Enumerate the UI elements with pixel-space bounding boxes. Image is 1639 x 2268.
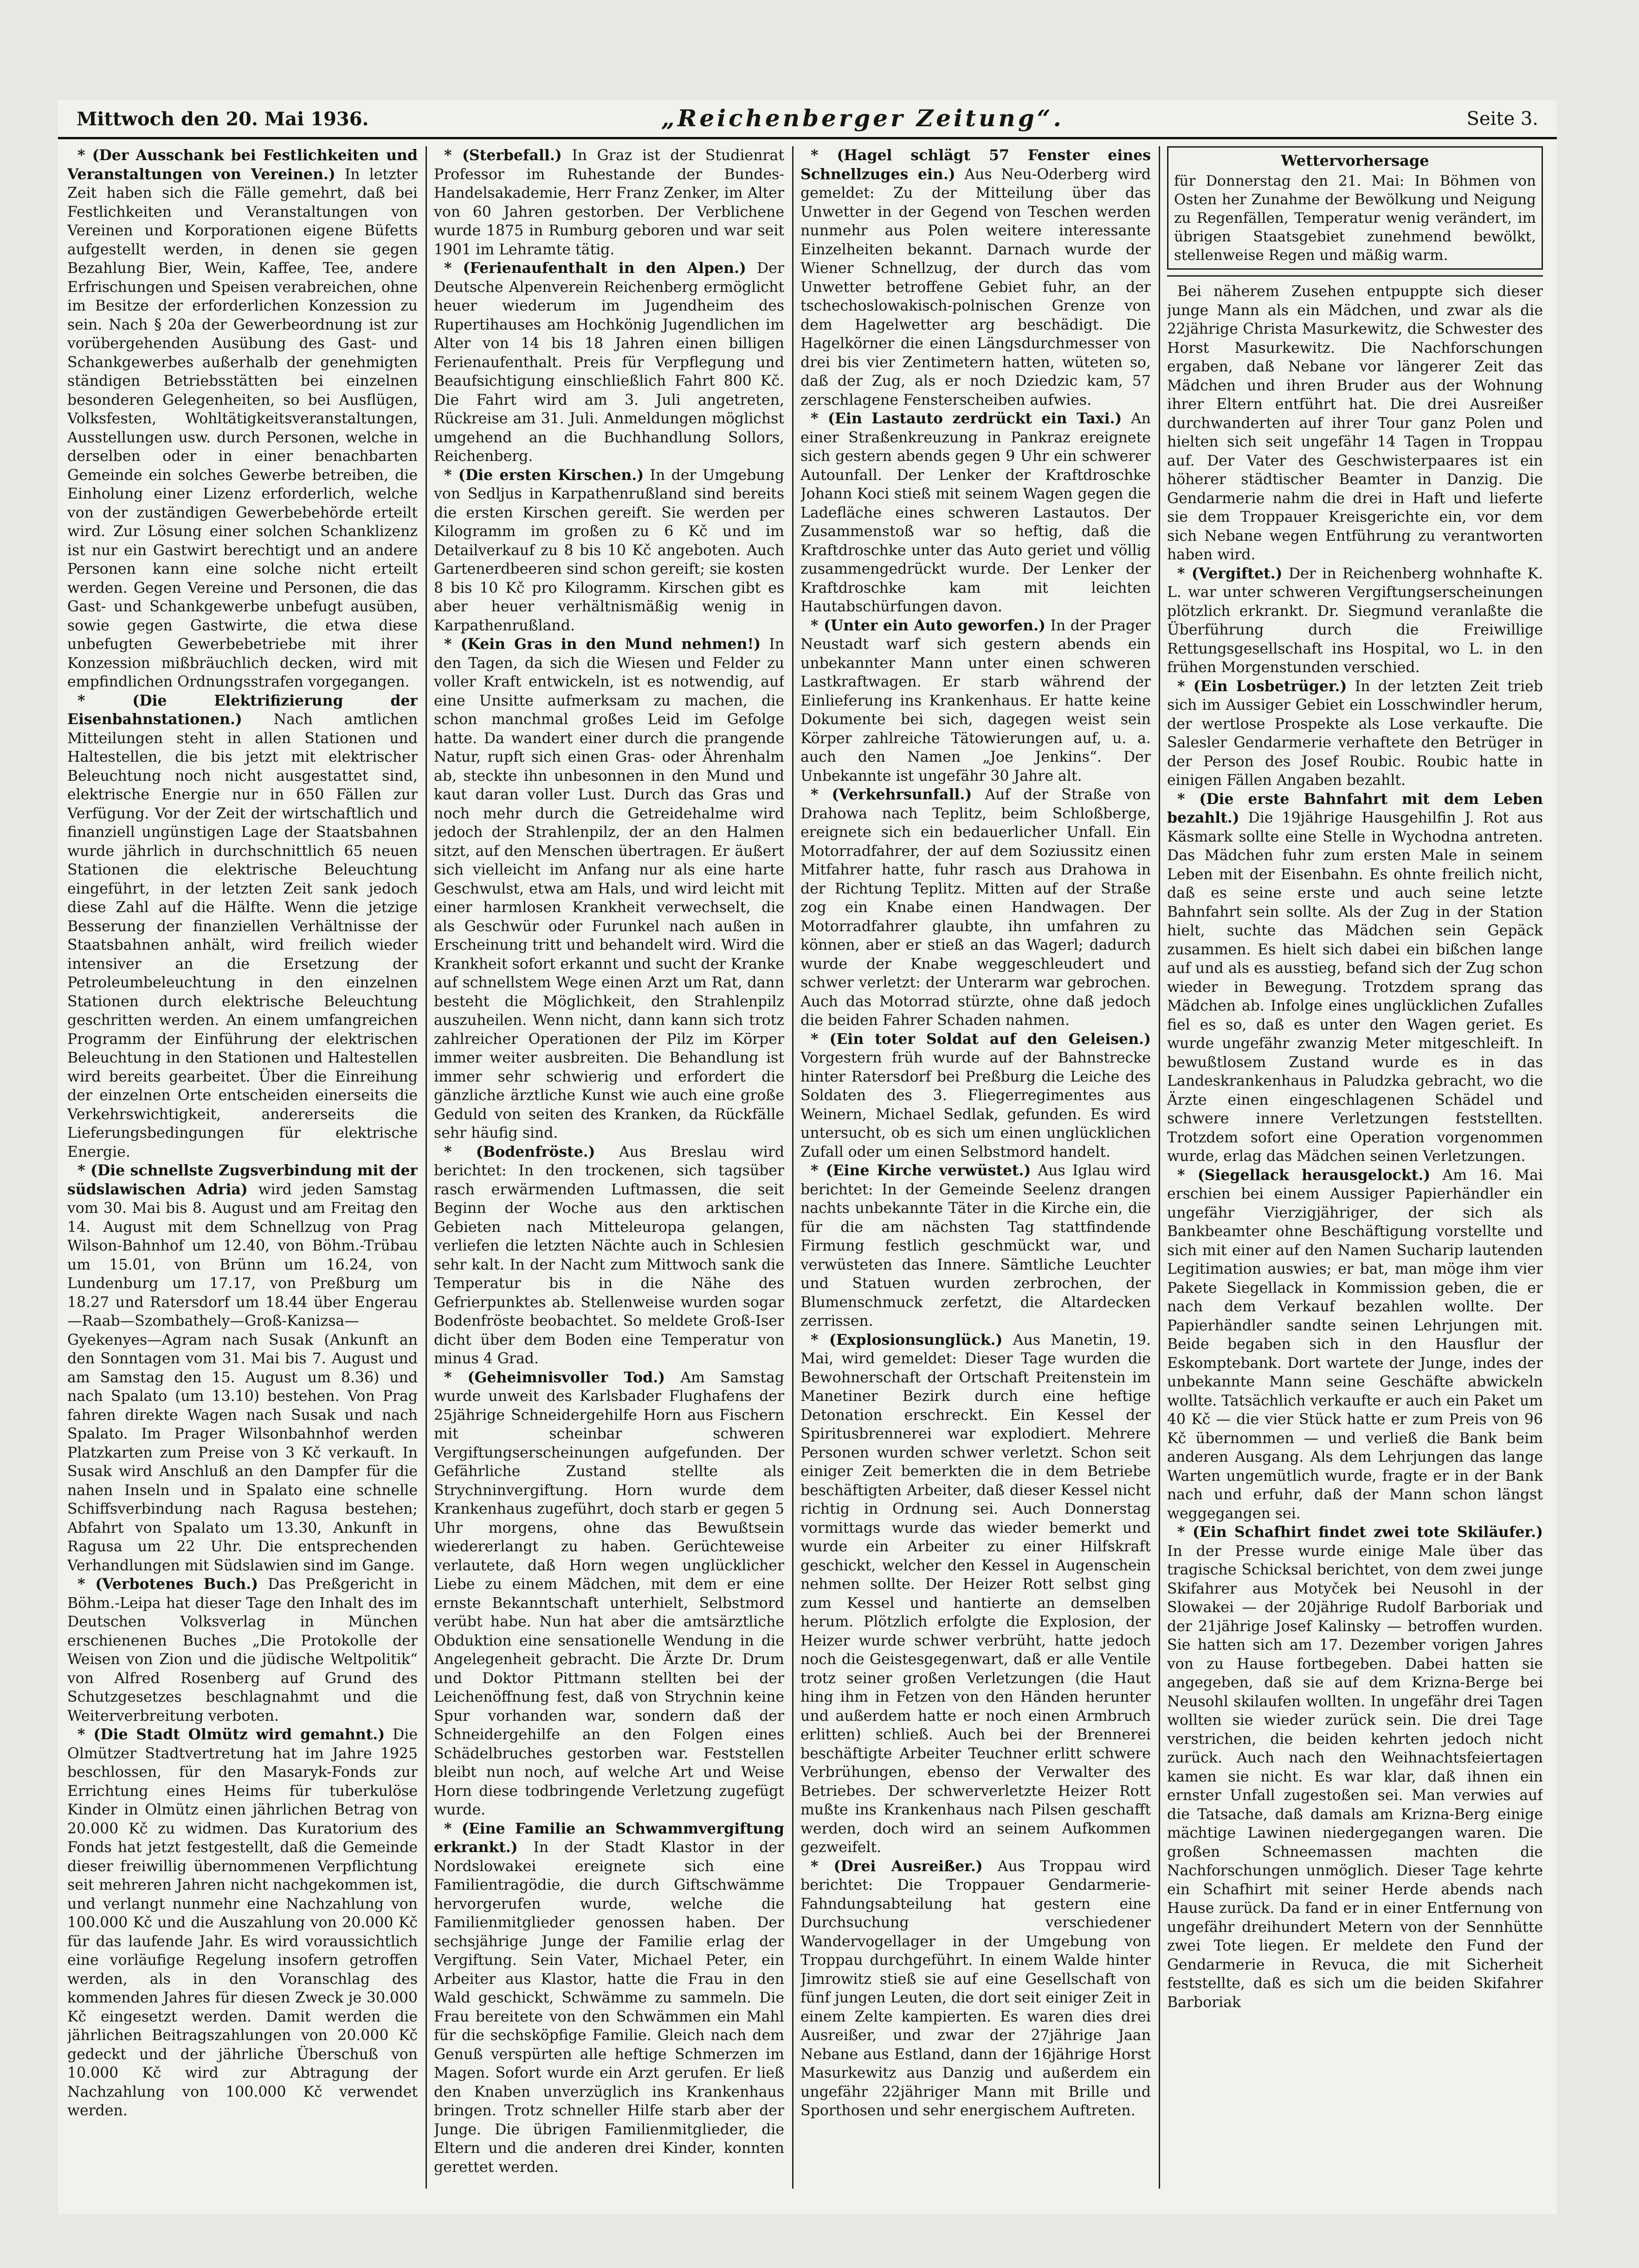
article-text: Der in Reichenberg wohnhafte K. L. war unter schweren Vergiftungserscheinungen plötzlich erkrankt. Dr. Siegmund veranlaßte die Überführung durch die Freiwillige Rettungsgesellschaft ins Hospital, wo L. in den frühen Morgenstunden verschied. <box>1167 565 1543 676</box>
article-paragraph <box>800 1331 1151 1857</box>
weather-text: für Donnerstag den 21. Mai: In Böhmen von Osten her Zunahme der Bewölkung und Neigung zu Regenfällen, Temperatur wenig verändert, im übrigen Staatsgebiet zunehmend bewölkt, stellenweise Regen und mäßig warm. <box>1174 173 1536 264</box>
article-text: Nach amtlichen Mitteilungen steht in allen Stationen und Haltestellen, die bis jetzt mit elektrischer Beleuchtung noch nicht ausgestattet sind, elektrische Energie nur in 650 Fällen zur Verfügung. Vor der Zeit der wirtschaftlich und finanziell ungünstigen Lage der Staatsbahnen wurde jährlich in durchschnittlich 65 neuen Stationen die elektrische Beleuchtung eingeführt, in der letzten Zeit sank jedoch diese Zahl auf die Hälfte. Wenn die jetzige Besserung der finanziellen Verhältnisse der Staatsbahnen anhält, wird freilich wieder intensiver an die Ersetzung der Petroleumbeleuchtung in den einzelnen Stationen durch elektrische Beleuchtung geschritten werden. An einem umfangreichen Programm der Einführung der elektrischen Beleuchtung in den Stationen und Haltestellen wird bereits gearbeitet. Über die Einreihung der einzelnen Orte entscheiden einerseits die Verkehrswichtigkeit, andererseits die Lieferungsbedingungen für elektrische Energie. <box>67 711 418 1160</box>
separator-rule <box>1167 275 1543 277</box>
article-paragraph <box>434 259 784 466</box>
article-paragraph <box>67 1575 418 1725</box>
article-heading: * (Eine Kirche verwüstet.) <box>811 1162 1031 1179</box>
article-heading: * (Hagel schlägt 57 Fenster eines Schnellzuges ein.) <box>800 147 1151 183</box>
article-heading: * (Unter ein Auto geworfen.) <box>811 616 1045 634</box>
article-paragraph <box>800 1857 1151 2120</box>
column-rule <box>1159 146 1160 2189</box>
article-paragraph <box>800 1030 1151 1162</box>
article-paragraph <box>1167 282 1543 564</box>
article-heading: * (Geheimnisvoller Tod.) <box>444 1368 665 1386</box>
weather-forecast <box>1167 146 1543 270</box>
article-text: Aus Manetin, 19. Mai, wird gemeldet: Dieser Tage wurden die Bewohnerschaft der Ortschaft Preitenstein im Manetiner Bezirk durch eine heftige Detonation erschreckt. Ein Kessel der Spiritusbrennerei war explodiert. Mehrere Personen wurden schwer verletzt. Schon seit einiger Zeit bemerkten die in dem Betriebe beschäftigten Arbeiter, daß dieser Kessel nicht richtig in Ordnung sei. Auch Donnerstag vormittags wurde das wieder bemerkt und wurde ein Arbeiter zu einer Hilfskraft geschickt, welcher den Kessel in Augenschein nehmen sollte. Der Heizer Rott selbst ging zum Kessel und hantierte an demselben herum. Plötzlich erfolgte die Explosion, der Heizer wurde schwer verbrüht, hatte jedoch noch die Geistesgegenwart, daß er alle Ventile trotz seiner großen Verletzungen (die Haut hing ihm in Fetzen von den Händen herunter und außerdem hatte er noch einen Armbruch erlitten) schließ. Auch bei der Brennerei beschäftigte Arbeiter Teuchner erlitt schwere Verbrühungen, ebenso der Verwalter des Betriebes. Der schwerverletzte Heizer Rott mußte ins Krankenhaus nach Pilsen geschafft werden, doch wird an seinem Aufkommen gezweifelt. <box>800 1331 1151 1856</box>
article-text: Vorgestern früh wurde auf der Bahnstrecke hinter Ratersdorf bei Preßburg die Leiche des Soldaten des 3. Fliegerregimentes aus Weinern, Michael Sedlak, gefunden. Es wird untersucht, ob es sich um einen unglücklichen Zufall oder um einen Selbstmord handelt. <box>800 1050 1151 1160</box>
article-heading: * (Eine Familie an Schwammvergiftung erkrankt.) <box>434 1820 784 1856</box>
article-text: In der Presse wurde einige Male über das tragische Schicksal berichtet, von dem zwei junge Skifahrer aus Motyček bei Neusohl in der Slowakei — der 20jährige Rudolf Barboriak und der 21jährige Josef Kalinsky — betroffen wurden. Sie hatten sich am 17. Dezember vorigen Jahres von zu Hause fortbegeben. Dabei hatten sie angegeben, daß sie auf dem Krizna-Berge bei Neusohl skilaufen wollten. In ungefähr drei Tagen wollten sie wieder zurück sein. Die drei Tage verstrichen, die beiden kehrten jedoch nicht zurück. Auch nach den Weihnachtsfeiertagen kamen sie nicht. Es war klar, daß ihnen ein ernster Unfall zugestoßen sei. Man verwies auf die Tatsache, daß damals am Krizna-Berg einige mächtige Lawinen niedergegangen waren. Die großen Schneemassen machten die Nachforschungen unmöglich. Dieser Tage kehrte ein Schafhirt mit seiner Herde abends nach Hause zurück. Da fand er in einer Entfernung von ungefähr dreihundert Metern von der Sennhütte zwei Tote liegen. Er meldete den Fund der Gendarmerie in Revuca, die mit Sicherheit feststellte, daß es sich um die beiden Skifahrer Barboriak <box>1167 1542 1543 2011</box>
article-text: Bei näherem Zusehen entpuppte sich dieser junge Mann als ein Mädchen, und zwar als die 22jährige Christa Masurkewitz, die Schwester des Horst Masurkewitz. Die Nachforschungen ergaben, daß Nebane vor längerer Zeit das Mädchen und ihren Bruder aus der Wohnung ihrer Eltern entführt hat. Die drei Ausreißer durchwanderten auf ihrer Tour ganz Polen und hielten sich seit ungefähr 14 Tagen in Troppau auf. Der Vater des Geschwisterpaares ist ein höherer städtischer Beamter in Danzig. Die Gendarmerie nahm die drei in Haft und lieferte sie dem Troppauer Kreisgerichte ein, vor dem sich Nebane wegen Entführung zu verantworten haben wird. <box>1167 283 1543 563</box>
article-heading: * (Drei Ausreißer.) <box>811 1857 983 1875</box>
newspaper-title: „Reichenberger Zeitung“. <box>661 104 1064 132</box>
article-text: An einer Straßenkreuzung in Pankraz ereignete sich gestern abends gegen 9 Uhr ein schwerer Autounfall. Der Lenker der Kraftdroschke Johann Koci stieß mit seinem Wagen gegen die Ladefläche eines schweren Lastautos. Der Zusammenstoß war so heftig, daß die Kraftdroschke unter das Auto geriet und völlig zusammengedrückt wurde. Der Lenker der Kraftdroschke kam mit leichten Hautabschürfungen davon. <box>800 410 1151 615</box>
column-1 <box>67 146 418 2203</box>
article-paragraph <box>434 1820 784 2177</box>
article-heading: * (Die Stadt Olmütz wird gemahnt.) <box>77 1726 385 1743</box>
article-heading: * (Explosionsunglück.) <box>811 1331 1003 1348</box>
article-paragraph <box>800 616 1151 786</box>
masthead <box>58 100 1557 139</box>
page-number: Seite 3. <box>1466 108 1538 130</box>
article-heading: * (Die ersten Kirschen.) <box>444 466 644 484</box>
article-heading: * (Kein Gras in den Mund nehmen!) <box>444 635 761 653</box>
article-text: In der Umgebung von Sedlјus in Karpathenrußland sind bereits die ersten Kirschen gereift. Sie werden per Kilogramm im großen zu 6 Kč und im Detailverkauf zu 8 bis 10 Kč angeboten. Auch Gartenerdbeeren sind schon gereift; sie kosten 8 bis 10 Kč pro Kilogramm. Kirschen gibt es aber heuer verhältnismäßig wenig in Karpathenrußland. <box>434 467 784 634</box>
article-paragraph <box>67 146 418 692</box>
newspaper-page <box>58 100 1557 2214</box>
article-paragraph <box>434 635 784 1143</box>
article-heading: * (Ein Losbetrüger.) <box>1177 677 1347 695</box>
article-heading: * (Sterbefall.) <box>444 147 562 164</box>
article-text: In Graz ist der Studienrat Professor im Ruhestande der Bundes-Handelsakademie, Herr Franz Zenker, im Alter von 60 Jahren gestorben. Der Verblichene wurde 1875 in Rumburg geboren und war seit 1901 im Lehramte tätig. <box>434 147 784 258</box>
article-heading: * (Ein Schafhirt findet zwei tote Skiläufer.) <box>1177 1523 1543 1541</box>
article-paragraph <box>800 785 1151 1030</box>
article-paragraph <box>1167 790 1543 1166</box>
article-text: Aus Neu-Oderberg wird gemeldet: Zu der Mitteilung über das Unwetter in der Gegend von Teschen werden nunmehr aus Polen weitere interessante Einzelheiten bekannt. Darnach wurde der Wiener Schnellzug, der durch das vom Unwetter betroffene Gebiet fuhr, an der tschechoslowakisch-polnischen Grenze von dem Hagelwetter arg beschädigt. Die Hagelkörner die einen Längsdurchmesser von drei bis vier Zentimetern hatten, wüteten so, daß der Zug, als er noch Dziedzic kam, 57 zerschlagene Fensterscheiben aufwies. <box>800 166 1151 408</box>
article-text: Aus Troppau wird berichtet: Die Troppauer Gendarmerie-Fahndungsabteilung hat gestern eine Durchsuchung verschiedener Wandervogellager in der Umgebung von Troppau durchgeführt. In einem Walde hinter Jimrowitz stieß sie auf eine Gesellschaft von fünf jungen Leuten, die dort seit einiger Zeit in einem Zelte kampierten. Es waren dies drei Ausreißer, und zwar der 27jährige Jaan Nebane aus Estland, dann der 16jährige Horst Masurkewitz aus Danzig und außerdem ein ungefähr 22jähriger Mann mit Brille und Sporthosen und sehr energischem Auftreten. <box>800 1858 1151 2119</box>
article-paragraph <box>434 1368 784 1820</box>
article-heading: * (Verbotenes Buch.) <box>77 1575 258 1593</box>
column-rule <box>792 146 794 2189</box>
article-paragraph <box>800 146 1151 409</box>
article-text: Der Deutsche Alpenverein Reichenberg ermöglicht heuer wiederum im Jugendheim des Rupertihauses am Hochkönig Jugendlichen im Alter von 14 bis 18 Jahren einen billigen Ferienaufenthalt. Preis für Verpflegung und Beaufsichtigung einschließlich Fahrt 800 Kč. Die Fahrt wird am 3. Juli angetreten, Rückreise am 31. Juli. Anmeldungen möglichst umgehend an die Buchhandlung Sollors, Reichenberg. <box>434 260 784 465</box>
article-text: Auf der Straße von Drahowa nach Teplitz, beim Schloßberge, ereignete sich ein bedauerlicher Unfall. Ein Motorradfahrer, der auf dem Soziussitz einen Mitfahrer hatte, fuhr rasch aus Drahowa in der Richtung Teplitz. Mitten auf der Straße zog ein Knabe einen Handwagen. Der Motorradfahrer glaubte, ihn umfahren zu können, aber er stieß an das Wagerl; dadurch wurde der Knabe weggeschleudert und schwer verletzt: der Unterarm war gebrochen. Auch das Motorrad stürzte, ohne daß jedoch die beiden Fahrer Schaden nahmen. <box>800 786 1151 1029</box>
article-paragraph <box>434 466 784 635</box>
column-2 <box>434 146 784 2203</box>
article-paragraph <box>1167 1166 1543 1523</box>
article-text: wird jeden Samstag vom 30. Mai bis 8. August und am Freitag den 14. August mit dem Schnellzug von Prag Wilson-Bahnhof um 12.40, von Böhm.-Trübau um 15.01, von Brünn um 16.24, von Lundenburg um 17.17, von Preßburg um 18.27 und Ratersdorf um 18.44 über Engerau—Raab—Szombathely—Groß-Kanizsa—Gyekenyes—Agram nach Susak (Ankunft an den Sonntagen vom 31. Mai bis 7. August und am Samstag den 15. August um 8.36) und nach Spalato (um 13.10) bestehen. Von Prag fahren direkte Wagen nach Susak und nach Spalato. Im Prager Wilsonbahnhof werden Platzkarten zum Preise von 3 Kč verkauft. In Susak wird Anschluß an den Dampfer für die nahen Inseln und in Spalato eine schnelle Schiffsverbindung nach Ragusa bestehen; Abfahrt von Spalato um 13.30, Ankunft in Ragusa um 22 Uhr. Die entsprechenden Verhandlungen mit Südslawien sind im Gange. <box>67 1181 418 1574</box>
article-paragraph <box>434 1143 784 1368</box>
article-text: Das Preßgericht in Böhm.-Leipa hat dieser Tage den Inhalt des im Deutschen Volksverlag in München erschienenen Buches „Die Protokolle der Weisen von Zion und die jüdische Weltpolitik“ von Alfred Rosenberg auf Grund des Schutzgesetzes beschlagnahmt und die Weiterverbreitung verboten. <box>67 1576 418 1724</box>
article-heading: * (Die erste Bahnfahrt mit dem Leben bezahlt.) <box>1167 790 1543 826</box>
article-heading: * (Verkehrsunfall.) <box>811 786 972 803</box>
article-heading: * (Bodenfröste.) <box>444 1143 595 1160</box>
weather-heading: Wettervorhersage <box>1281 152 1429 169</box>
issue-date: Mittwoch den 20. Mai 1936. <box>77 108 369 130</box>
article-heading: * (Vergiftet.) <box>1177 564 1283 582</box>
article-text: Die Olmützer Stadtvertretung hat im Jahre 1925 beschlossen, für den Masaryk-Fonds zur Errichtung eines Heims für tuberkulöse Kinder in Olmütz einen jährlichen Betrag von 20.000 Kč zu widmen. Das Kuratorium des Fonds hat jetzt festgestellt, daß die Gemeinde dieser freiwillig übernommenen Verpflichtung seit mehreren Jahren nicht nachgekommen ist, und verlangt nunmehr eine Nachzahlung von 100.000 Kč und die Auszahlung von 20.000 Kč für das laufende Jahr. Es wird voraussichtlich eine vorläufige Regelung insofern getroffen werden, als in den Voranschlag des kommenden Jahres für diesen Zweck je 30.000 Kč eingesetzt werden. Damit werden die jährlichen Beitragszahlungen von 20.000 Kč gedeckt und der jährliche Überschuß von 10.000 Kč wird zur Abtragung der Nachzahlung von 100.000 Kč verwendet werden. <box>67 1726 418 2119</box>
article-text: Aus Breslau wird berichtet: In den trockenen, sich tagsüber rasch erwärmenden Luftmassen, die seit Beginn der Woche aus den arktischen Gebieten nach Mitteleuropa gelangen, verliefen die letzten Nächte auch in Schlesien sehr kalt. In der Nacht zum Mittwoch sank die Temperatur bis in die Nähe des Gefrierpunktes ab. Stellenweise wurden sogar Bodenfröste beobachtet. So meldete Groß-Iser dicht über dem Boden eine Temperatur von minus 4 Grad. <box>434 1143 784 1367</box>
article-text: In der Stadt Klastor in der Nordslowakei ereignete sich eine Familientragödie, die durch Giftschwämme hervorgerufen wurde, welche die Familienmitglieder genossen haben. Der sechsjährige Junge der Familie erlag der Vergiftung. Sein Vater, Michael Peter, ein Arbeiter aus Klastor, hatte die Frau in den Wald geschickt, Schwämme zu sammeln. Die Frau bereitete von den Schwämmen ein Mahl für die sechsköpfige Familie. Gleich nach dem Genuß verspürten alle heftige Schmerzen im Magen. Sofort wurde ein Arzt gerufen. Er ließ den Knaben unverzüglich ins Krankenhaus bringen. Trotz schneller Hilfe starb aber der Junge. Die übrigen Familienmitglieder, die Eltern und die anderen drei Kinder, konnten gerettet werden. <box>434 1839 784 2176</box>
article-paragraph <box>800 1161 1151 1331</box>
article-paragraph <box>434 146 784 259</box>
column-rule <box>426 146 427 2189</box>
article-heading: * (Die Elektrifizierung der Eisenbahnstationen.) <box>67 692 418 728</box>
article-paragraph <box>67 692 418 1162</box>
article-heading: * (Ein toter Soldat auf den Geleisen.) <box>811 1030 1151 1048</box>
article-heading: * (Ferienaufenthalt in den Alpen.) <box>444 259 746 277</box>
article-text: Aus Iglau wird berichtet: In der Gemeinde Seelenz drangen nachts unbekannte Täter in die Kirche ein, die für die am nächsten Tag stattfindende Firmung festlich geschmückt war, und verwüsteten das Innere. Sämtliche Leuchter und Statuen wurden zerbrochen, der Blumenschmuck zerfetzt, die Altardecken zerrissen. <box>800 1162 1151 1329</box>
article-paragraph <box>1167 1523 1543 2012</box>
article-paragraph <box>67 1161 418 1575</box>
article-paragraph <box>67 1725 418 2120</box>
article-text: In den Tagen, da sich die Wiesen und Felder zu voller Kraft entwickeln, ist es notwendig, auf eine Unsitte aufmerksam zu machen, die schon manchmal großes Leid im Gefolge hatte. Da wandert einer durch die prangende Natur, rupft sich einen Gras- oder Ährenhalm ab, steckte ihn unbesonnen in den Mund und kaut daran voller Lust. Durch das Gras und noch mehr durch die Getreidehalme wird jedoch der Strahlenpilz, der an den Halmen sitzt, auf den Menschen übertragen. Er äußert sich vielleicht im Anfang nur als eine harte Geschwulst, etwa am Hals, und wird leicht mit einer harmlosen Krankheit verwechselt, die als Geschwür oder Furunkel nach außen in Erscheinung tritt und behandelt wird. Wird die Krankheit sofort erkannt und sucht der Kranke auf schnellstem Wege einen Arzt um Rat, dann besteht die Möglichkeit, den Strahlenpilz auszuheilen. Wenn nicht, dann kann sich trotz zahlreicher Operationen der Pilz im Körper immer weiter ausbreiten. Die Behandlung ist immer sehr schwierig und erfordert die gänzliche ärztliche Kunst wie auch eine große Geduld von seiten des Kranken, da Rückfälle sehr häufig sind. <box>434 636 784 1141</box>
article-text: Die 19jährige Hausgehilfin J. Rot aus Käsmark sollte eine Stelle in Wychodna antreten. Das Mädchen fuhr zum ersten Male in seinem Leben mit der Eisenbahn. Es ohnte freilich nicht, daß es seine erste und auch seine letzte Bahnfahrt sein sollte. Als der Zug in der Station hielt, suchte das Mädchen sein Gepäck zusammen. Es hielt sich dabei ein bißchen lange auf und als es ausstieg, befand sich der Zug schon wieder in Bewegung. Trotzdem sprang das Mädchen ab. Infolge eines unglücklichen Zufalles fiel es so, daß es unter den Wagen geriet. Es wurde ungefähr zwanzig Meter mitgeschleift. In bewußtlosem Zustand wurde es in das Landeskrankenhaus in Paludzka gebracht, wo die Ärzte einen eingeschlagenen Schädel und schwere innere Verletzungen feststellten. Trotzdem sofort eine Operation vorgenommen wurde, erlag das Mädchen seinen Verletzungen. <box>1167 810 1543 1165</box>
article-text: In letzter Zeit haben sich die Fälle gemehrt, daß bei Festlichkeiten und Veranstaltungen von Vereinen und Korporationen eigene Büfetts aufgestellt werden, in denen sie gegen Bezahlung Bier, Wein, Kaffee, Tee, andere Erfrischungen und Speisen verabreichen, ohne im Besitze der erforderlichen Konzession zu sein. Nach § 20a der Gewerbeordnung ist zur vorübergehenden Ausübung des Gast- und Schankgewerbes außerhalb der genehmigten ständigen Betriebsstätten bei einzelnen besonderen Gelegenheiten, so bei Ausflügen, Volksfesten, Wohltätigkeitsveranstaltungen, Ausstellungen usw. durch Personen, welche in derselben oder in einer benachbarten Gemeinde ein solches Gewerbe betreiben, die Einholung einer Lizenz erforderlich, welche von der zuständigen Gewerbebehörde erteilt wird. Zur Lösung einer solchen Schanklizenz ist nur ein Gastwirt berechtigt und an andere Personen kann eine solche nicht erteilt werden. Gegen Vereine und Personen, die das Gast- und Schankgewerbe unbefugt ausüben, sowie gegen Gastwirte, die etwa diese unbefugten Gewerbebetriebe mit ihrer Konzession mißbräuchlich decken, wird mit empfindlichen Ordnungsstrafen vorgegangen. <box>67 166 418 690</box>
article-heading: * (Ein Lastauto zerdrückt ein Taxi.) <box>811 410 1122 427</box>
column-4 <box>1167 146 1543 2203</box>
article-paragraph <box>1167 564 1543 677</box>
article-heading: * (Siegellack herausgelockt.) <box>1177 1166 1431 1184</box>
article-text: In der letzten Zeit trieb sich im Aussiger Gebiet ein Losschwindler herum, der wertlose Prospekte als Lose verkaufte. Die Salesler Gendarmerie verhaftete den Betrüger in der Person des Josef Roubic. Roubic hatte in einigen Fällen Angaben bezahlt. <box>1167 678 1543 789</box>
article-paragraph <box>800 409 1151 616</box>
article-heading: * (Die schnellste Zugsverbindung mit der südslawischen Adria) <box>67 1162 418 1198</box>
article-text: Am Samstag wurde unweit des Karlsbader Flughafens der 25jährige Schneidergehilfe Horn aus Fischern mit scheinbar schweren Vergiftungserscheinungen aufgefunden. Der Gefährliche Zustand stellte als Strychninvergiftung. Horn wurde dem Krankenhaus zugeführt, doch starb er gegen 5 Uhr morgens, ohne das Bewußtsein wiedererlangt zu haben. Gerüchteweise verlautete, daß Horn wegen unglücklicher Liebe zu einem Mädchen, mit dem er eine ernste Bekanntschaft unterhielt, Selbstmord verübt habe. Nun hat aber die amtsärztliche Obduktion eine sensationelle Wendung in die Angelegenheit gebracht. Die Ärzte Dr. Drum und Doktor Pittmann stellten bei der Leichenöffnung fest, daß von Strychnin keine Spur vorhanden war, sondern daß der Schneidergehilfe an den Folgen eines Schädelbruches gestorben war. Feststellen bleibt nun noch, auf welche Art und Weise Horn diese todbringende Verletzung zugefügt wurde. <box>434 1369 784 1818</box>
article-text: Am 16. Mai erschien bei einem Aussiger Papierhändler ein ungefähr Vierzigjähriger, der sich als Bankbeamter ohne Beschäftigung vorstellte und sich mit einer auf den Namen Sucharip lautenden Legitimation auswies; er bat, man möge ihm vier Pakete Siegellack in Kommission geben, die er nach dem Verkauf bezahlen wollte. Der Papierhändler sandte seinen Lehrjungen mit. Beide begaben sich in den Hausflur der Eskomptebank. Dort wartete der Junge, indes der unbekannte Mann seine Geschäfte abwickeln wollte. Tatsächlich verkaufte er auch ein Paket um 40 Kč — die vier Stück hatte er zum Preis von 96 Kč übernommen — und verließ die Bank beim anderen Ausgang. Als dem Lehrjungen das lange Warten ungemütlich wurde, fragte er in der Bank nach und erfuhr, daß der Mann schon längst weggegangen sei. <box>1167 1166 1543 1522</box>
article-text: In der Prager Neustadt warf sich gestern abends ein unbekannter Mann unter einen schweren Lastkraftwagen. Er starb während der Einlieferung ins Krankenhaus. Er hatte keine Dokumente bei sich, dagegen weist sein Körper zahlreiche Tätowierungen auf, u. a. auch den Namen „Joe Jenkins“. Der Unbekannte ist ungefähr 30 Jahre alt. <box>800 617 1151 784</box>
article-heading: * (Der Ausschank bei Festlichkeiten und Veranstaltungen von Vereinen.) <box>67 147 418 183</box>
article-paragraph <box>1167 677 1543 790</box>
column-3 <box>800 146 1151 2203</box>
